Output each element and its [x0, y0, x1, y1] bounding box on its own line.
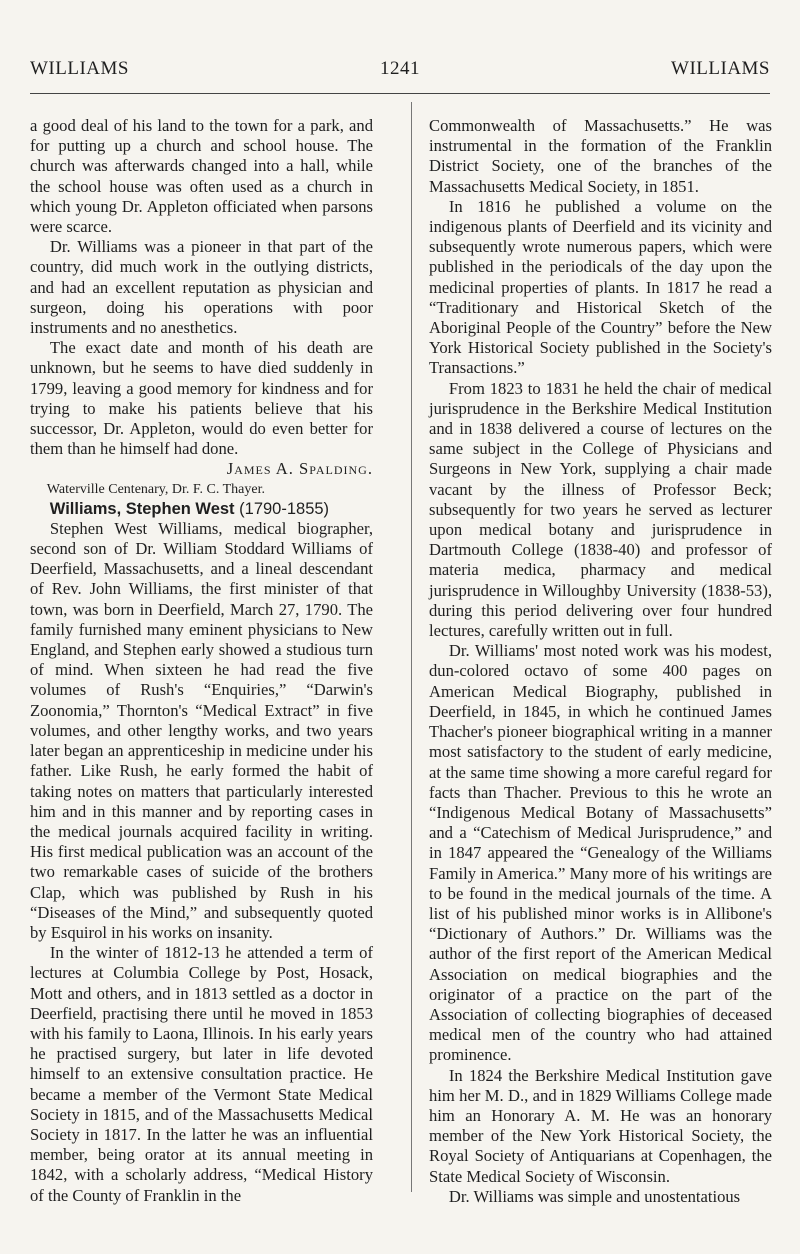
right-paragraph-5: In 1824 the Berkshire Medical Institution gave him her M. D., and in 1829 Williams College made him an Honorary A. M. He was an honorary member of the New York Historical Society, the Royal Society of Antiquarians at Copenhagen, the State Medical Society of Wisconsin.: [429, 1065, 772, 1186]
left-paragraph-3: The exact date and month of his death are unknown, but he seems to have died suddenly in 1799, leaving a good memory for kindness and for trying to make his patients believe that his successor, Dr. Appleton, would do even better for them than he himself had done.: [30, 338, 373, 459]
left-paragraph-4: Stephen West Williams, medical biographer, second son of Dr. William Stoddard Williams of Deerfield, Massachusetts, and a lineal descendant of Rev. John Williams, the first minister of that town, was born in Deerfield, March 27, 1790. The family furnished many eminent physicians to New England, and Stephen early showed a studious turn of mind. When sixteen he had read the five volumes of Rush's “Enquiries,” “Darwin's Zoonomia,” Thornton's “Medical Extract” in five volumes, and other lengthy works, and two years later began an apprenticeship in medicine under his father. Like Rush, he early formed the habit of taking notes on matters that particularly interested him and in this manner and by reporting cases in the medical journals acquired facility in writing. His first medical publication was an account of the two remarkable cases of suicide of the brothers Clap, which was published by Rush in his “Diseases of the Mind,” and subsequently quoted by Esquirol in his works on insanity.: [30, 518, 373, 942]
right-paragraph-6: Dr. Williams was simple and unostentatious: [448, 1186, 741, 1206]
left-column: [30, 116, 373, 1206]
left-paragraph-2: Dr. Williams was a pioneer in that part of the country, did much work in the outlying districts, and had an excellent reputation as physician and surgeon, doing his operations with poor instruments and no anesthetics.: [30, 237, 373, 338]
header-rule: [30, 93, 770, 94]
column-divider: [411, 102, 412, 1192]
right-paragraph-4: Dr. Williams' most noted work was his modest, dun-colored octavo of some 400 pages on American Medical Biography, published in Deerfield, in 1845, in which he continued James Thacher's pioneer biographical writing in a manner most satisfactory to the student of early medicine, at the same time showing a more careful regard for facts than Thacher. Previous to this he wrote an “Indigenous Medical Botany of Massachusetts” and a “Catechism of Medical Jurisprudence,” and in 1847 appeared the “Genealogy of the Williams Family in America.” Many more of his writings are to be found in the medical journals of the time. A list of his published minor works is in Allibone's “Dictionary of Authors.” Dr. Williams was the author of the first report of the American Medical Association on medical biographies and the originator of a practice on the part of the Association of collecting biographies of deceased medical men of the country who had attained prominence.: [429, 641, 772, 1065]
left-paragraph-5: In the winter of 1812-13 he attended a term of lectures at Columbia College by Post, Hosack, Mott and others, and in 1813 settled as a doctor in Deerfield, practising there until he moved in 1853 with his family to Laona, Illinois. In his early years he practised surgery, but later in life devoted himself to an extensive consultation practice. He became a member of the Vermont State Medical Society in 1815, and of the Massachusetts Medical Society in 1817. In the latter he was an influential member, being orator at its annual meeting in 1842, with a scholarly address, “Medical History of the County of Franklin in the: [30, 943, 373, 1205]
right-paragraph-2: In 1816 he published a volume on the indigenous plants of Deerfield and its vicinity and subsequently wrote numerous papers, which were published in the periodicals of the day upon the medicinal properties of plants. In 1817 he read a “Traditionary and Historical Sketch of the Aboriginal People of the Country” before the New York Historical Society published in the Society's Transactions.”: [429, 196, 772, 378]
header-right-name: WILLIAMS: [671, 58, 770, 79]
header-left-name: WILLIAMS: [30, 58, 129, 79]
entry-dates: (1790-1855): [239, 499, 330, 518]
page-number: 1241: [380, 58, 420, 79]
right-paragraph-3: From 1823 to 1831 he held the chair of medical jurisprudence in the Berkshire Medical Institution and in 1838 delivered a course of lectures on the same subject in the College of Physicians and Surgeons in New York, supplying a chair made vacant by the illness of Professor Beck; subsequently for two years he served as lecturer upon medical botany and jurisprudence in Dartmouth College (1838-40) and professor of materia medica, pharmacy and medical jurisprudence in Willoughby University (1838-53), during this period delivering over four hundred lectures, carefully written out in full.: [429, 378, 772, 641]
right-column: [429, 116, 772, 1207]
entry-name: Williams, Stephen West: [49, 499, 235, 518]
running-header: [30, 58, 770, 82]
entry-heading: [30, 499, 373, 519]
author-signature: James A. Spalding.: [226, 459, 373, 479]
left-paragraph-1: a good deal of his land to the town for a park, and for putting up a church and school house. The church was afterwards changed into a hall, while the school house was often used as a church in which young Dr. Appleton officiated when parsons were scarce.: [30, 116, 373, 237]
right-paragraph-1: Commonwealth of Massachusetts.” He was instrumental in the formation of the Franklin District Society, one of the branches of the Massachusetts Medical Society, in 1851.: [429, 116, 772, 196]
source-citation: Waterville Centenary, Dr. F. C. Thayer.: [46, 481, 265, 497]
